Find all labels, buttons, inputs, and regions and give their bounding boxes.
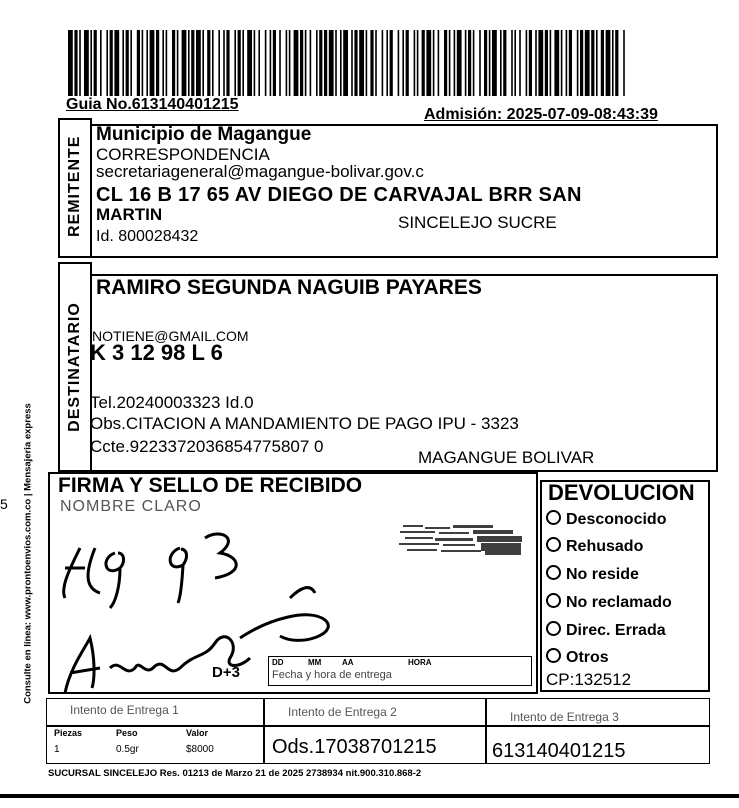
barcode-bar xyxy=(561,30,563,96)
barcode-bar xyxy=(126,30,129,96)
barcode-bar xyxy=(569,30,572,96)
barcode-bar xyxy=(294,30,299,96)
barcode-bar xyxy=(479,30,481,96)
barcode-bar xyxy=(417,30,419,96)
barcode xyxy=(68,30,628,96)
barcode-bar xyxy=(316,30,318,96)
remitente-name: Municipio de Magangue xyxy=(96,124,312,145)
barcode-bar xyxy=(370,30,373,96)
barcode-bar xyxy=(122,30,124,96)
date-caption: Fecha y hora de entrega xyxy=(272,669,392,681)
option-no-reclamado[interactable] xyxy=(546,593,672,612)
barcode-bar xyxy=(438,30,440,96)
option-desconocido[interactable] xyxy=(546,510,666,529)
barcode-bar xyxy=(398,30,400,96)
barcode-bar xyxy=(340,30,342,96)
barcode-bar xyxy=(196,30,201,96)
radio-circle-icon xyxy=(546,565,561,580)
barcode-bar xyxy=(526,30,528,96)
barcode-bar xyxy=(324,30,327,96)
option-label: Direc. Errada xyxy=(566,622,666,639)
barcode-bar xyxy=(212,30,214,96)
barcode-bar xyxy=(473,30,475,96)
radio-circle-icon xyxy=(546,593,561,608)
intento-3-label: Intento de Entrega 3 xyxy=(510,710,619,724)
value-valor: $8000 xyxy=(186,744,214,755)
destinatario-ccte: Ccte.9223372036854775807 0 xyxy=(90,437,324,456)
firma-title: FIRMA Y SELLO DE RECIBIDO xyxy=(58,474,363,497)
barcode-bar xyxy=(454,30,456,96)
header-valor: Valor xyxy=(186,728,209,738)
destinatario-name: RAMIRO SEGUNDA NAGUIB PAYARES xyxy=(96,276,482,299)
barcode-bar xyxy=(191,30,194,96)
barcode-bar xyxy=(554,30,559,96)
barcode-bar xyxy=(615,30,618,96)
option-label: Otros xyxy=(566,649,609,666)
destinatario-city: MAGANGUE BOLIVAR xyxy=(418,448,595,467)
option-direc-errada[interactable] xyxy=(546,621,666,640)
footer-text: SUCURSAL SINCELEJO Res. 01213 de Marzo 21 de 2025 2738934 nit.900.310.868-2 xyxy=(48,768,422,779)
barcode-bar xyxy=(354,30,357,96)
devolucion-options xyxy=(540,508,710,688)
barcode-bar xyxy=(335,30,337,96)
barcode-bar xyxy=(550,30,552,96)
barcode-bar xyxy=(150,30,155,96)
barcode-bar xyxy=(511,30,513,96)
barcode-bar xyxy=(254,30,256,96)
barcode-bar xyxy=(242,30,244,96)
barcode-bar xyxy=(166,30,168,96)
barcode-bar xyxy=(484,30,487,96)
devolucion-title: DEVOLUCION xyxy=(548,480,695,505)
barcode-bar xyxy=(300,30,303,96)
barcode-bar xyxy=(366,30,368,96)
barcode-bar xyxy=(580,30,583,96)
barcode-bar xyxy=(279,30,281,96)
barcode-bar xyxy=(156,30,159,96)
destinatario-address: K 3 12 98 L 6 xyxy=(90,340,223,365)
barcode-bar xyxy=(390,30,393,96)
barcode-bar xyxy=(238,30,241,96)
destinatario-tel: Tel.20240003323 Id.0 xyxy=(90,393,254,412)
barcode-bar xyxy=(223,30,225,96)
radio-circle-icon xyxy=(546,510,561,525)
barcode-bar xyxy=(343,30,348,96)
remitente-address-2: MARTIN xyxy=(96,205,163,224)
barcode-bar xyxy=(137,30,140,96)
radio-circle-icon xyxy=(546,621,561,636)
barcode-bar xyxy=(545,30,548,96)
barcode-bar xyxy=(591,30,594,96)
option-label: Rehusado xyxy=(566,538,644,555)
intento-1-label: Intento de Entrega 1 xyxy=(70,703,179,717)
option-label: No reside xyxy=(566,566,639,583)
radio-circle-icon xyxy=(546,537,561,552)
barcode-bar xyxy=(465,30,467,96)
barcode-bar xyxy=(247,30,252,96)
barcode-bar xyxy=(433,30,435,96)
barcode-bar xyxy=(90,30,92,96)
value-piezas: 1 xyxy=(54,744,60,755)
header-piezas: Piezas xyxy=(54,728,83,738)
barcode-bar xyxy=(406,30,409,96)
date-header-aa: AA xyxy=(342,658,354,667)
barcode-bar xyxy=(386,30,388,96)
barcode-bar xyxy=(177,30,179,96)
barcode-bar xyxy=(79,30,81,96)
barcode-bar xyxy=(538,30,543,96)
barcode-bar xyxy=(382,30,384,96)
barcode-bar xyxy=(414,30,416,96)
barcode-bar xyxy=(402,30,404,96)
destinatario-obs: Obs.CITACION A MANDAMIENTO DE PAGO IPU - 3323 xyxy=(90,414,519,433)
barcode-bar xyxy=(535,30,537,96)
barcode-bar xyxy=(265,30,267,96)
remitente-id: Id. 800028432 xyxy=(96,228,199,245)
barcode-bar xyxy=(612,30,614,96)
barcode-bar xyxy=(514,30,516,96)
barcode-bar xyxy=(500,30,502,96)
date-header-dd: DD xyxy=(272,658,284,667)
barcode-bar xyxy=(234,30,236,96)
barcode-bar xyxy=(110,30,113,96)
remitente-address: CL 16 B 17 65 AV DIEGO DE CARVAJAL BRR SAN xyxy=(96,184,582,206)
barcode-bar xyxy=(310,30,312,96)
barcode-bar xyxy=(207,30,210,96)
barcode-bar xyxy=(529,30,532,96)
barcode-bar xyxy=(489,30,491,96)
barcode-bar xyxy=(519,30,521,96)
value-peso: 0.5gr xyxy=(116,744,139,755)
barcode-bar xyxy=(273,30,276,96)
remitente-dept: CORRESPONDENCIA xyxy=(96,145,270,164)
barcode-bar xyxy=(172,30,175,96)
option-rehusado[interactable] xyxy=(546,537,643,556)
barcode-bar xyxy=(146,30,148,96)
option-label: No reclamado xyxy=(566,594,672,611)
barcode-bar xyxy=(329,30,334,96)
barcode-bar xyxy=(468,30,471,96)
remitente-email: secretariageneral@magangue-bolivar.gov.c xyxy=(96,162,424,181)
stamp-smudge xyxy=(395,515,535,567)
barcode-bar xyxy=(130,30,132,96)
barcode-bar xyxy=(623,30,625,96)
ods-number: Ods.17038701215 xyxy=(272,736,437,758)
barcode-bar xyxy=(601,30,604,96)
barcode-bar xyxy=(426,30,431,96)
date-header-hora: HORA xyxy=(408,658,432,667)
barcode-bar xyxy=(182,30,187,96)
barcode-bar xyxy=(359,30,364,96)
bottom-edge-line xyxy=(0,794,739,798)
dplus-label: D+3 xyxy=(212,664,240,681)
admision-date: Admisión: 2025-07-09-08:43:39 xyxy=(424,106,658,123)
barcode-bar xyxy=(162,30,164,96)
barcode-bar xyxy=(218,30,220,96)
barcode-bar xyxy=(258,30,260,96)
remitente-city: SINCELEJO SUCRE xyxy=(398,213,557,232)
option-no-reside[interactable] xyxy=(546,565,639,584)
barcode-bar xyxy=(492,30,497,96)
barcode-bar xyxy=(503,30,506,96)
barcode-bar xyxy=(74,30,77,96)
side-website-text: Consulte en línea: www.prontoenvios.com.co | Mensajeria express xyxy=(22,403,34,704)
barcode-bar xyxy=(188,30,190,96)
left-mark: 5 xyxy=(0,496,8,512)
nombre-claro-label: NOMBRE CLARO xyxy=(60,498,202,515)
option-label: Desconocido xyxy=(566,511,667,528)
barcode-bar xyxy=(585,30,590,96)
barcode-bar xyxy=(270,30,272,96)
barcode-bar xyxy=(114,30,119,96)
barcode-bar xyxy=(106,30,108,96)
guia-number-label: Guia No.613140401215 xyxy=(66,96,239,113)
intento-2-label: Intento de Entrega 2 xyxy=(288,705,397,719)
barcode-bar xyxy=(68,30,73,96)
postal-code: CP:132512 xyxy=(546,670,632,689)
barcode-bar xyxy=(457,30,462,96)
barcode-bar xyxy=(566,30,568,96)
barcode-bar xyxy=(100,30,102,96)
barcode-bar xyxy=(305,30,307,96)
barcode-bar xyxy=(449,30,451,96)
radio-circle-icon xyxy=(546,648,561,663)
barcode-bar xyxy=(84,30,89,96)
barcode-bar xyxy=(596,30,598,96)
barcode-bar xyxy=(577,30,579,96)
destinatario-label: DESTINATARIO xyxy=(66,302,83,432)
barcode-bar xyxy=(202,30,204,96)
barcode-bar xyxy=(351,30,353,96)
barcode-bar xyxy=(422,30,425,96)
barcode-bar xyxy=(142,30,144,96)
barcode-bar xyxy=(226,30,229,96)
guia-number: 613140401215 xyxy=(492,740,626,762)
remitente-label: REMITENTE xyxy=(66,135,83,237)
barcode-bar xyxy=(319,30,322,96)
barcode-bar xyxy=(289,30,291,96)
barcode-bar xyxy=(606,30,611,96)
barcode-bar xyxy=(286,30,288,96)
destinatario-email: NOTIENE@GMAIL.COM xyxy=(92,328,249,344)
barcode-bar xyxy=(94,30,97,96)
date-header-mm: MM xyxy=(308,658,322,667)
header-peso: Peso xyxy=(116,728,138,738)
barcode-bar xyxy=(444,30,447,96)
option-otros[interactable] xyxy=(546,648,609,667)
barcode-bar xyxy=(375,30,377,96)
